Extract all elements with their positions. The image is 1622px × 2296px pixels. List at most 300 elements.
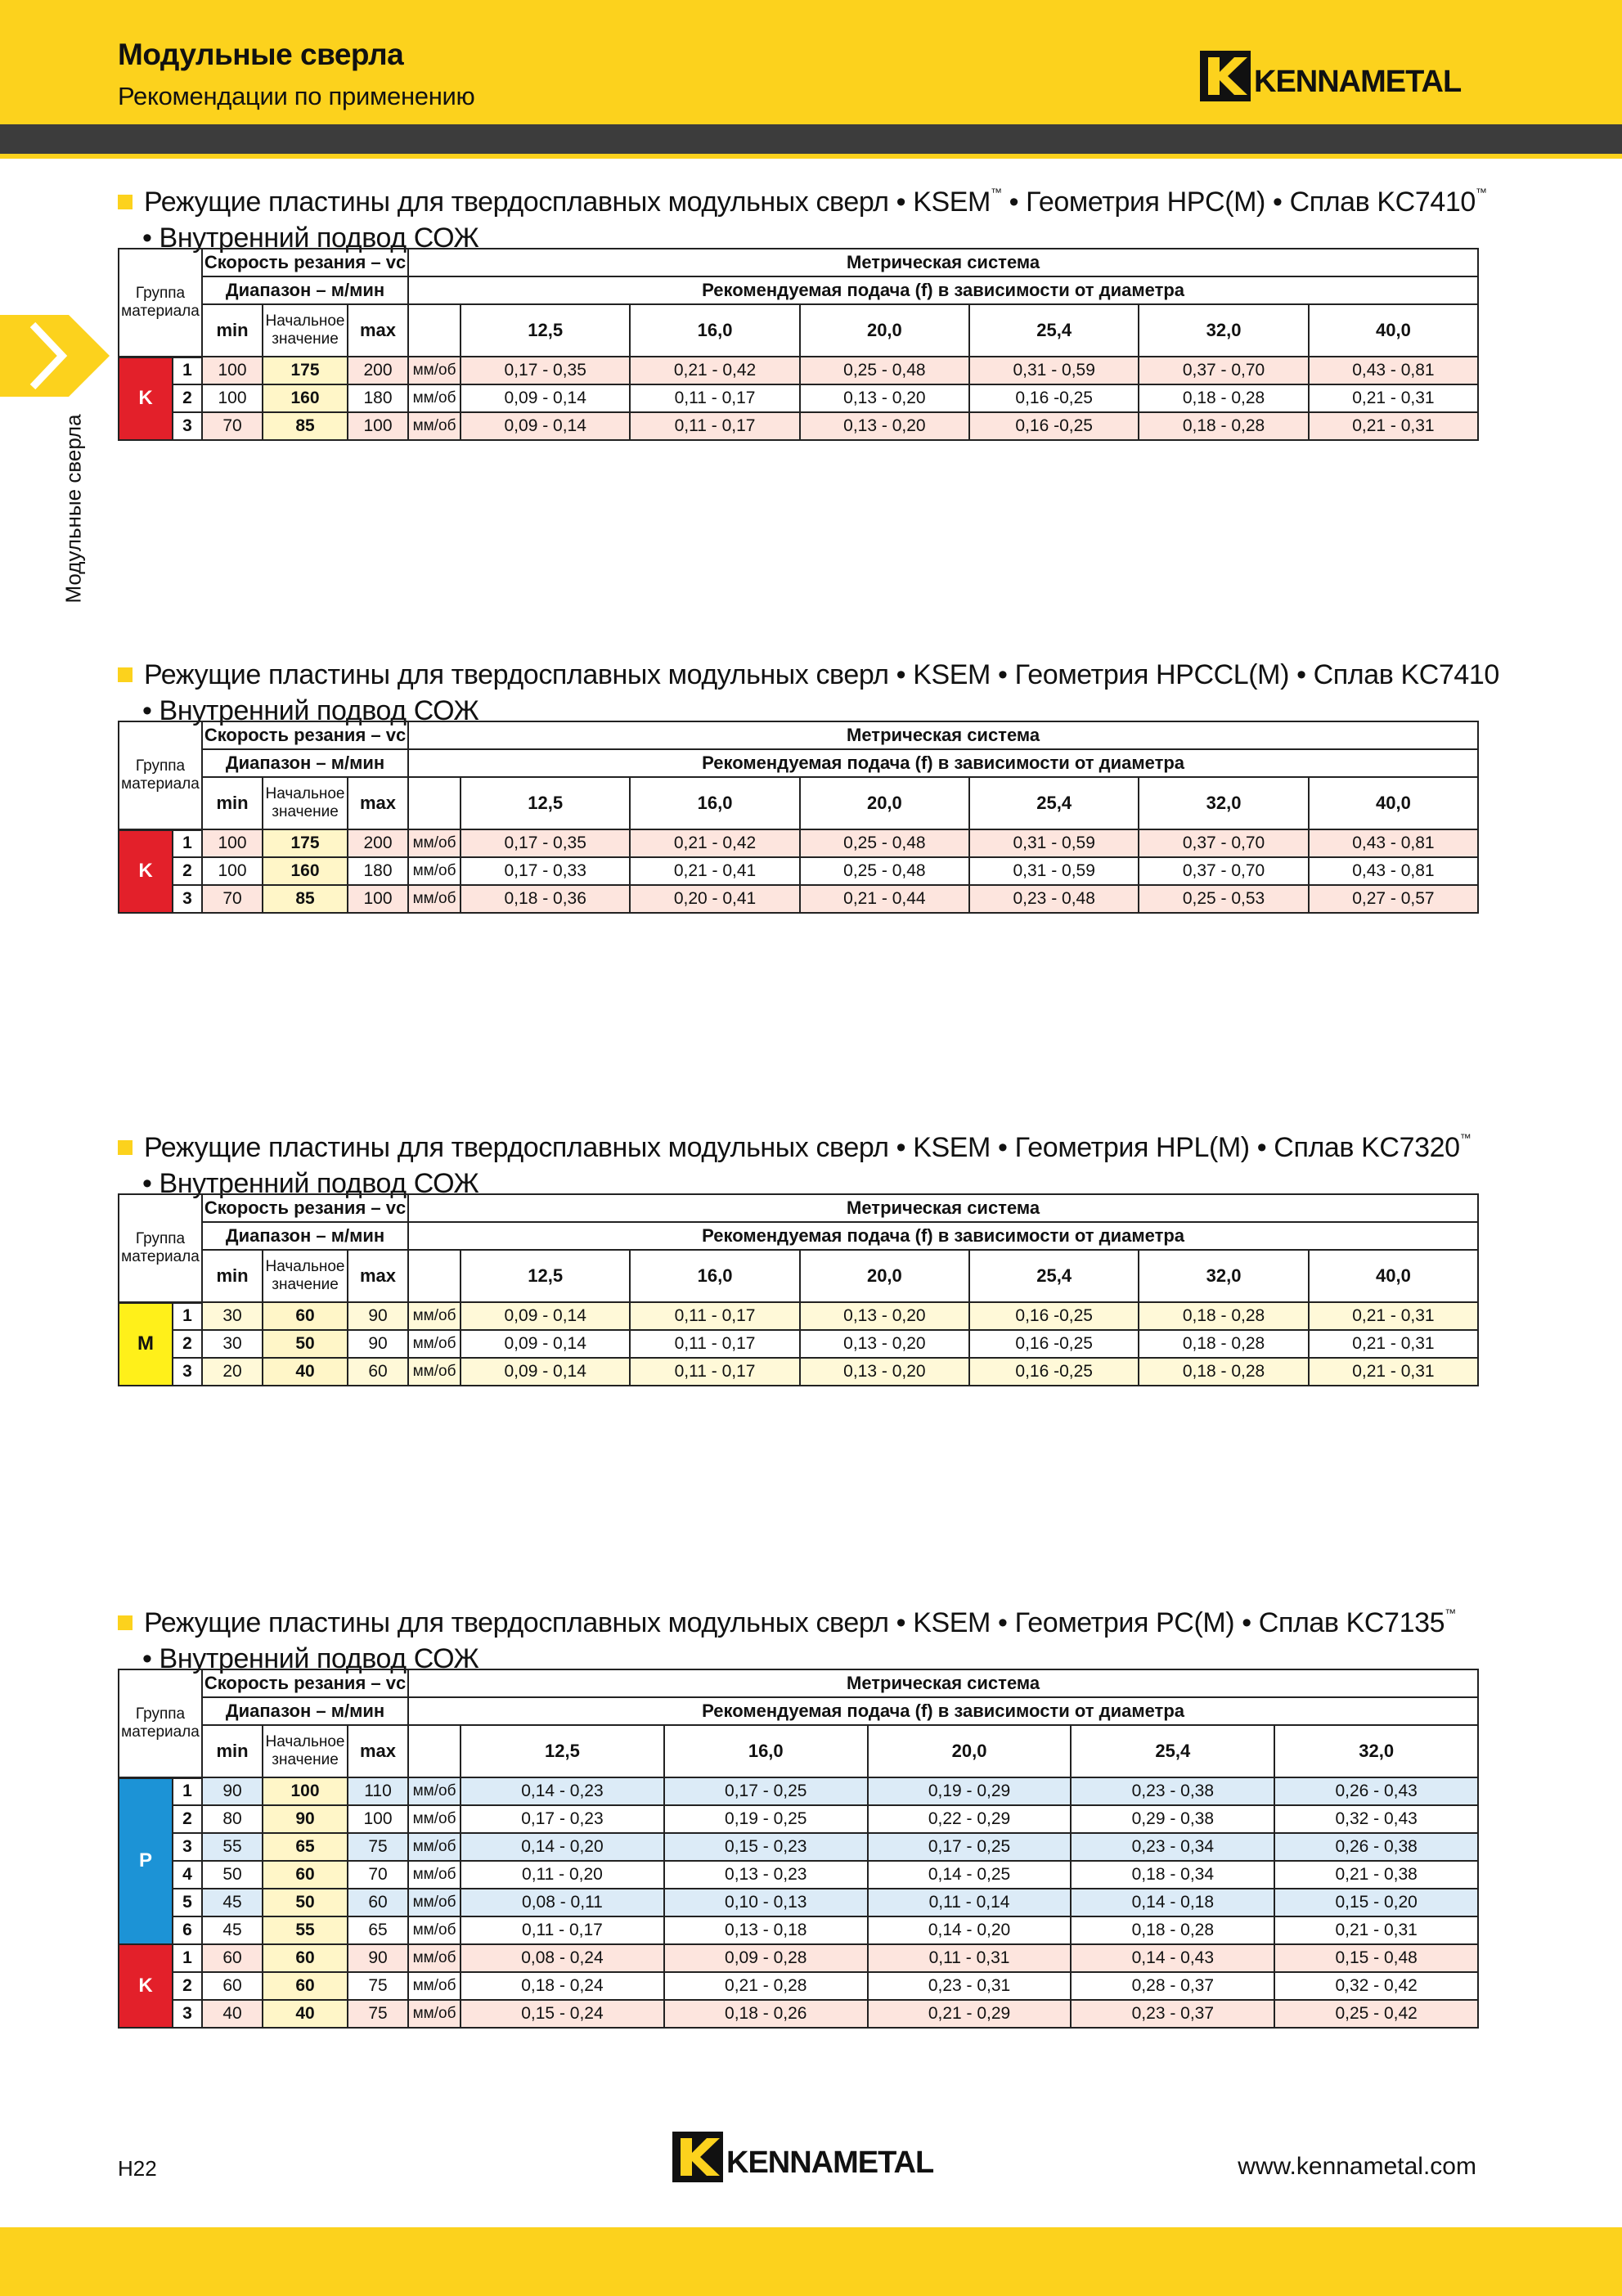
speed-min: 90 xyxy=(202,1777,263,1805)
feed-header: Рекомендуемая подача (f) в зависимости от диаметра xyxy=(408,1697,1478,1725)
range-header: Диапазон – м/мин xyxy=(202,749,408,777)
unit-cell: мм/об xyxy=(408,1972,461,2000)
table-row xyxy=(119,1944,1478,1972)
feed-value: 0,21 - 0,31 xyxy=(1309,1330,1478,1358)
start-header-line1: Начальное xyxy=(265,1258,345,1275)
table-row xyxy=(119,1777,1478,1805)
recommendation-table xyxy=(118,1193,1479,1386)
page-subtitle: Рекомендации по применению xyxy=(118,82,475,110)
feed-value: 0,11 - 0,14 xyxy=(868,1889,1072,1916)
diameter-header: 20,0 xyxy=(800,304,969,357)
feed-value: 0,08 - 0,11 xyxy=(461,1889,664,1916)
table-row xyxy=(119,357,1478,384)
feed-value: 0,25 - 0,53 xyxy=(1139,885,1308,913)
feed-value: 0,32 - 0,42 xyxy=(1274,1972,1478,2000)
diameter-header: 12,5 xyxy=(461,777,630,829)
feed-value: 0,22 - 0,29 xyxy=(868,1805,1072,1833)
metric-header: Метрическая система xyxy=(408,249,1478,276)
feed-value: 0,17 - 0,23 xyxy=(461,1805,664,1833)
speed-start: 60 xyxy=(263,1861,348,1889)
feed-value: 0,14 - 0,25 xyxy=(868,1861,1072,1889)
range-header: Диапазон – м/мин xyxy=(202,1222,408,1250)
feed-value: 0,09 - 0,14 xyxy=(461,384,630,412)
diameter-header: 25,4 xyxy=(969,1250,1139,1302)
table-row xyxy=(119,885,1478,913)
speed-header: Скорость резания – vc xyxy=(202,249,408,276)
speed-min: 100 xyxy=(202,357,263,384)
group-header-line2: материала xyxy=(121,1723,200,1741)
table-row xyxy=(119,1358,1478,1386)
table-row xyxy=(119,1972,1478,2000)
speed-max: 90 xyxy=(348,1330,408,1358)
logo-wordmark: KENNAMETAL xyxy=(1254,64,1462,99)
range-header: Диапазон – м/мин xyxy=(202,1697,408,1725)
speed-start: 175 xyxy=(263,357,348,384)
recommendation-table xyxy=(118,1669,1479,2029)
speed-start: 85 xyxy=(263,412,348,440)
trademark-mark: ™ xyxy=(990,186,1002,199)
feed-value: 0,11 - 0,17 xyxy=(630,412,799,440)
material-group-p: P xyxy=(119,1777,173,1944)
max-header: max xyxy=(348,777,408,829)
footer-logo-wordmark: KENNAMETAL xyxy=(726,2145,934,2180)
unit-cell: мм/об xyxy=(408,2000,461,2028)
start-header-line2: значение xyxy=(272,803,339,820)
feed-value: 0,09 - 0,14 xyxy=(461,1302,630,1330)
unit-cell: мм/об xyxy=(408,1944,461,1972)
feed-value: 0,31 - 0,59 xyxy=(969,857,1139,885)
feed-value: 0,28 - 0,37 xyxy=(1071,1972,1274,2000)
unit-header-blank xyxy=(408,1250,461,1302)
table-row xyxy=(119,1833,1478,1861)
recommendation-table xyxy=(118,721,1479,914)
feed-value: 0,21 - 0,41 xyxy=(630,857,799,885)
feed-value: 0,14 - 0,43 xyxy=(1071,1944,1274,1972)
diameter-header: 32,0 xyxy=(1139,304,1308,357)
table-row xyxy=(119,412,1478,440)
speed-header: Скорость резания – vc xyxy=(202,1669,408,1697)
speed-start: 50 xyxy=(263,1889,348,1916)
speed-start: 60 xyxy=(263,1302,348,1330)
footer-kennametal-logo xyxy=(672,2132,933,2182)
unit-cell: мм/об xyxy=(408,384,461,412)
feed-value: 0,09 - 0,14 xyxy=(461,412,630,440)
unit-cell: мм/об xyxy=(408,857,461,885)
subgroup-number: 5 xyxy=(173,1889,202,1916)
speed-max: 180 xyxy=(348,857,408,885)
speed-max: 200 xyxy=(348,357,408,384)
feed-value: 0,19 - 0,25 xyxy=(664,1805,868,1833)
speed-max: 90 xyxy=(348,1302,408,1330)
recommendation-table xyxy=(118,248,1479,441)
speed-start: 160 xyxy=(263,384,348,412)
unit-cell: мм/об xyxy=(408,1330,461,1358)
section-title-part: • Геометрия HPL(M) • Сплав KC7320 xyxy=(990,1132,1460,1163)
min-header: min xyxy=(202,1250,263,1302)
speed-max: 75 xyxy=(348,1833,408,1861)
subgroup-number: 2 xyxy=(173,1972,202,2000)
feed-value: 0,18 - 0,34 xyxy=(1071,1861,1274,1889)
section-title-line2: • Внутренний подвод СОЖ xyxy=(142,1168,479,1199)
group-header-line1: Группа xyxy=(135,1229,186,1247)
feed-value: 0,15 - 0,20 xyxy=(1274,1889,1478,1916)
table-row xyxy=(119,1302,1478,1330)
speed-max: 100 xyxy=(348,412,408,440)
speed-start: 60 xyxy=(263,1972,348,2000)
section-title-line2: • Внутренний подвод СОЖ xyxy=(142,222,479,254)
speed-header: Скорость резания – vc xyxy=(202,1194,408,1222)
speed-min: 70 xyxy=(202,885,263,913)
material-group-k: K xyxy=(119,1944,173,2028)
speed-start: 40 xyxy=(263,2000,348,2028)
trademark-mark: ™ xyxy=(1475,186,1487,199)
feed-value: 0,10 - 0,13 xyxy=(664,1889,868,1916)
subgroup-number: 1 xyxy=(173,357,202,384)
feed-value: 0,13 - 0,23 xyxy=(664,1861,868,1889)
start-header-line1: Начальное xyxy=(265,785,345,802)
max-header: max xyxy=(348,1725,408,1777)
feed-value: 0,17 - 0,25 xyxy=(868,1833,1072,1861)
start-header-line2: значение xyxy=(272,1276,339,1293)
metric-header: Метрическая система xyxy=(408,1194,1478,1222)
metric-header: Метрическая система xyxy=(408,1669,1478,1697)
section-title xyxy=(118,647,1499,729)
kennametal-k-icon xyxy=(1200,51,1251,101)
diameter-header: 32,0 xyxy=(1139,777,1308,829)
table-row xyxy=(119,857,1478,885)
feed-value: 0,37 - 0,70 xyxy=(1139,857,1308,885)
speed-min: 100 xyxy=(202,384,263,412)
min-header: min xyxy=(202,1725,263,1777)
unit-cell: мм/об xyxy=(408,885,461,913)
unit-cell: мм/об xyxy=(408,1916,461,1944)
feed-value: 0,21 - 0,42 xyxy=(630,829,799,857)
section-title-line2: • Внутренний подвод СОЖ xyxy=(142,695,479,726)
speed-start: 90 xyxy=(263,1805,348,1833)
feed-value: 0,17 - 0,25 xyxy=(664,1777,868,1805)
subgroup-number: 3 xyxy=(173,885,202,913)
feed-value: 0,25 - 0,42 xyxy=(1274,2000,1478,2028)
table-row xyxy=(119,384,1478,412)
feed-value: 0,09 - 0,14 xyxy=(461,1330,630,1358)
speed-start: 160 xyxy=(263,857,348,885)
unit-cell: мм/об xyxy=(408,1833,461,1861)
group-header xyxy=(119,1194,202,1302)
diameter-header: 12,5 xyxy=(461,304,630,357)
kennametal-logo xyxy=(1200,51,1461,101)
diameter-header: 32,0 xyxy=(1139,1250,1308,1302)
group-header-line2: материала xyxy=(121,302,200,320)
diameter-header: 40,0 xyxy=(1309,1250,1478,1302)
diameter-header: 16,0 xyxy=(630,777,799,829)
start-header xyxy=(263,1250,348,1302)
feed-value: 0,20 - 0,41 xyxy=(630,885,799,913)
feed-value: 0,25 - 0,48 xyxy=(800,829,969,857)
speed-max: 110 xyxy=(348,1777,408,1805)
subgroup-number: 3 xyxy=(173,412,202,440)
feed-value: 0,27 - 0,57 xyxy=(1309,885,1478,913)
diameter-header: 20,0 xyxy=(800,1250,969,1302)
feed-value: 0,11 - 0,31 xyxy=(868,1944,1072,1972)
feed-value: 0,43 - 0,81 xyxy=(1309,357,1478,384)
speed-max: 100 xyxy=(348,885,408,913)
feed-value: 0,21 - 0,31 xyxy=(1274,1916,1478,1944)
feed-value: 0,29 - 0,38 xyxy=(1071,1805,1274,1833)
subgroup-number: 4 xyxy=(173,1861,202,1889)
feed-value: 0,15 - 0,48 xyxy=(1274,1944,1478,1972)
feed-value: 0,11 - 0,17 xyxy=(630,1358,799,1386)
diameter-header: 40,0 xyxy=(1309,304,1478,357)
section-title xyxy=(118,1120,1471,1202)
speed-min: 50 xyxy=(202,1861,263,1889)
unit-header-blank xyxy=(408,777,461,829)
feed-value: 0,21 - 0,28 xyxy=(664,1972,868,2000)
feed-value: 0,21 - 0,31 xyxy=(1309,1358,1478,1386)
feed-value: 0,21 - 0,29 xyxy=(868,2000,1072,2028)
feed-header: Рекомендуемая подача (f) в зависимости от диаметра xyxy=(408,749,1478,777)
feed-value: 0,37 - 0,70 xyxy=(1139,357,1308,384)
subgroup-number: 1 xyxy=(173,829,202,857)
feed-value: 0,19 - 0,29 xyxy=(868,1777,1072,1805)
page-title: Модульные сверла xyxy=(118,38,404,71)
speed-min: 20 xyxy=(202,1358,263,1386)
feed-value: 0,23 - 0,31 xyxy=(868,1972,1072,2000)
speed-max: 180 xyxy=(348,384,408,412)
feed-value: 0,18 - 0,36 xyxy=(461,885,630,913)
diameter-header: 16,0 xyxy=(630,304,799,357)
subgroup-number: 2 xyxy=(173,1805,202,1833)
website-link[interactable]: www.kennametal.com xyxy=(1238,2153,1476,2180)
feed-value: 0,21 - 0,31 xyxy=(1309,384,1478,412)
yellow-square-icon xyxy=(118,667,133,682)
feed-value: 0,18 - 0,28 xyxy=(1139,1302,1308,1330)
feed-value: 0,18 - 0,28 xyxy=(1071,1916,1274,1944)
speed-start: 85 xyxy=(263,885,348,913)
header-yellow-line xyxy=(0,154,1622,159)
feed-value: 0,18 - 0,28 xyxy=(1139,384,1308,412)
material-group-k: K xyxy=(119,829,173,913)
speed-min: 100 xyxy=(202,857,263,885)
speed-min: 45 xyxy=(202,1916,263,1944)
side-section-label: Модульные сверла xyxy=(61,414,86,604)
table-row xyxy=(119,1916,1478,1944)
group-header-line1: Группа xyxy=(135,1705,186,1723)
feed-value: 0,16 -0,25 xyxy=(969,1358,1139,1386)
section-title-part: • Геометрия HPCCL(M) • Сплав KC7410 xyxy=(990,659,1499,690)
speed-max: 100 xyxy=(348,1805,408,1833)
start-header xyxy=(263,1725,348,1777)
table-row xyxy=(119,1889,1478,1916)
speed-start: 55 xyxy=(263,1916,348,1944)
feed-value: 0,13 - 0,18 xyxy=(664,1916,868,1944)
group-header-line1: Группа xyxy=(135,757,186,775)
group-header xyxy=(119,1669,202,1777)
feed-value: 0,31 - 0,59 xyxy=(969,829,1139,857)
feed-value: 0,21 - 0,38 xyxy=(1274,1861,1478,1889)
feed-value: 0,15 - 0,24 xyxy=(461,2000,664,2028)
min-header: min xyxy=(202,777,263,829)
diameter-header: 20,0 xyxy=(800,777,969,829)
diameter-header: 40,0 xyxy=(1309,777,1478,829)
table-row xyxy=(119,1861,1478,1889)
speed-min: 100 xyxy=(202,829,263,857)
max-header: max xyxy=(348,1250,408,1302)
feed-value: 0,21 - 0,31 xyxy=(1309,412,1478,440)
subgroup-number: 6 xyxy=(173,1916,202,1944)
table-row xyxy=(119,2000,1478,2028)
feed-value: 0,25 - 0,48 xyxy=(800,357,969,384)
speed-start: 65 xyxy=(263,1833,348,1861)
start-header-line1: Начальное xyxy=(265,312,345,330)
feed-value: 0,25 - 0,48 xyxy=(800,857,969,885)
section-title-part: Режущие пластины для твердосплавных модульных сверл • KSEM xyxy=(144,659,991,690)
group-header-line2: материала xyxy=(121,1247,200,1265)
speed-start: 60 xyxy=(263,1944,348,1972)
speed-start: 40 xyxy=(263,1358,348,1386)
unit-cell: мм/об xyxy=(408,357,461,384)
diameter-header: 32,0 xyxy=(1274,1725,1478,1777)
feed-value: 0,16 -0,25 xyxy=(969,384,1139,412)
feed-value: 0,26 - 0,38 xyxy=(1274,1833,1478,1861)
subgroup-number: 2 xyxy=(173,384,202,412)
unit-header-blank xyxy=(408,1725,461,1777)
feed-header: Рекомендуемая подача (f) в зависимости от диаметра xyxy=(408,1222,1478,1250)
feed-value: 0,13 - 0,20 xyxy=(800,412,969,440)
diameter-header: 16,0 xyxy=(630,1250,799,1302)
feed-value: 0,14 - 0,18 xyxy=(1071,1889,1274,1916)
feed-value: 0,11 - 0,17 xyxy=(461,1916,664,1944)
group-header xyxy=(119,721,202,829)
speed-min: 70 xyxy=(202,412,263,440)
feed-value: 0,16 -0,25 xyxy=(969,1302,1139,1330)
subgroup-number: 2 xyxy=(173,1330,202,1358)
feed-value: 0,13 - 0,20 xyxy=(800,1330,969,1358)
speed-min: 30 xyxy=(202,1330,263,1358)
feed-value: 0,21 - 0,42 xyxy=(630,357,799,384)
feed-value: 0,11 - 0,17 xyxy=(630,384,799,412)
start-header-line2: значение xyxy=(272,330,339,348)
feed-value: 0,23 - 0,34 xyxy=(1071,1833,1274,1861)
start-header xyxy=(263,777,348,829)
diameter-header: 12,5 xyxy=(461,1725,664,1777)
diameter-header: 25,4 xyxy=(969,304,1139,357)
yellow-square-icon xyxy=(118,1140,133,1155)
feed-value: 0,09 - 0,14 xyxy=(461,1358,630,1386)
feed-value: 0,13 - 0,20 xyxy=(800,1358,969,1386)
feed-value: 0,11 - 0,20 xyxy=(461,1861,664,1889)
footer-kennametal-k-icon xyxy=(672,2132,723,2182)
section-title-part: Режущие пластины для твердосплавных модульных сверл • KSEM xyxy=(144,1132,991,1163)
unit-cell: мм/об xyxy=(408,1889,461,1916)
feed-value: 0,18 - 0,26 xyxy=(664,2000,868,2028)
feed-value: 0,13 - 0,20 xyxy=(800,1302,969,1330)
unit-cell: мм/об xyxy=(408,412,461,440)
yellow-square-icon xyxy=(118,195,133,209)
range-header: Диапазон – м/мин xyxy=(202,276,408,304)
feed-value: 0,18 - 0,28 xyxy=(1139,1358,1308,1386)
max-header: max xyxy=(348,304,408,357)
subgroup-number: 1 xyxy=(173,1777,202,1805)
feed-value: 0,14 - 0,23 xyxy=(461,1777,664,1805)
yellow-square-icon xyxy=(118,1615,133,1630)
feed-value: 0,37 - 0,70 xyxy=(1139,829,1308,857)
feed-value: 0,17 - 0,35 xyxy=(461,829,630,857)
speed-start: 175 xyxy=(263,829,348,857)
feed-header: Рекомендуемая подача (f) в зависимости от диаметра xyxy=(408,276,1478,304)
speed-min: 60 xyxy=(202,1944,263,1972)
speed-header: Скорость резания – vc xyxy=(202,721,408,749)
group-header-line1: Группа xyxy=(135,284,186,302)
feed-value: 0,18 - 0,24 xyxy=(461,1972,664,2000)
min-header: min xyxy=(202,304,263,357)
speed-start: 50 xyxy=(263,1330,348,1358)
section-title-line2: • Внутренний подвод СОЖ xyxy=(142,1643,479,1674)
speed-max: 65 xyxy=(348,1916,408,1944)
diameter-header: 25,4 xyxy=(1071,1725,1274,1777)
subgroup-number: 3 xyxy=(173,2000,202,2028)
diameter-header: 12,5 xyxy=(461,1250,630,1302)
feed-value: 0,23 - 0,37 xyxy=(1071,2000,1274,2028)
speed-min: 45 xyxy=(202,1889,263,1916)
unit-cell: мм/об xyxy=(408,1861,461,1889)
material-group-m: M xyxy=(119,1302,173,1386)
group-header xyxy=(119,249,202,357)
subgroup-number: 2 xyxy=(173,857,202,885)
table-row xyxy=(119,1330,1478,1358)
speed-min: 40 xyxy=(202,2000,263,2028)
speed-max: 70 xyxy=(348,1861,408,1889)
feed-value: 0,08 - 0,24 xyxy=(461,1944,664,1972)
start-header-line1: Начальное xyxy=(265,1733,345,1750)
speed-min: 80 xyxy=(202,1805,263,1833)
feed-value: 0,21 - 0,44 xyxy=(800,885,969,913)
feed-value: 0,11 - 0,17 xyxy=(630,1330,799,1358)
section-title xyxy=(118,1595,1456,1677)
group-header-line2: материала xyxy=(121,775,200,793)
feed-value: 0,13 - 0,20 xyxy=(800,384,969,412)
feed-value: 0,14 - 0,20 xyxy=(461,1833,664,1861)
feed-value: 0,31 - 0,59 xyxy=(969,357,1139,384)
speed-max: 75 xyxy=(348,2000,408,2028)
speed-start: 100 xyxy=(263,1777,348,1805)
feed-value: 0,17 - 0,35 xyxy=(461,357,630,384)
speed-max: 75 xyxy=(348,1972,408,2000)
feed-value: 0,16 -0,25 xyxy=(969,412,1139,440)
speed-min: 55 xyxy=(202,1833,263,1861)
feed-value: 0,32 - 0,43 xyxy=(1274,1805,1478,1833)
feed-value: 0,23 - 0,48 xyxy=(969,885,1139,913)
feed-value: 0,26 - 0,43 xyxy=(1274,1777,1478,1805)
feed-value: 0,11 - 0,17 xyxy=(630,1302,799,1330)
unit-header-blank xyxy=(408,304,461,357)
section-title xyxy=(118,174,1486,256)
header-dark-band xyxy=(0,124,1622,154)
diameter-header: 20,0 xyxy=(868,1725,1072,1777)
feed-value: 0,43 - 0,81 xyxy=(1309,829,1478,857)
diameter-header: 16,0 xyxy=(664,1725,868,1777)
feed-value: 0,23 - 0,38 xyxy=(1071,1777,1274,1805)
diameter-header: 25,4 xyxy=(969,777,1139,829)
side-chevron-icon xyxy=(0,315,115,397)
unit-cell: мм/об xyxy=(408,1777,461,1805)
footer-yellow-band xyxy=(0,2227,1622,2296)
table-row xyxy=(119,829,1478,857)
speed-min: 60 xyxy=(202,1972,263,2000)
trademark-mark: ™ xyxy=(1459,1131,1471,1144)
section-title-part: • Геометрия PC(M) • Сплав KC7135 xyxy=(990,1607,1445,1638)
table-row xyxy=(119,1805,1478,1833)
feed-value: 0,43 - 0,81 xyxy=(1309,857,1478,885)
